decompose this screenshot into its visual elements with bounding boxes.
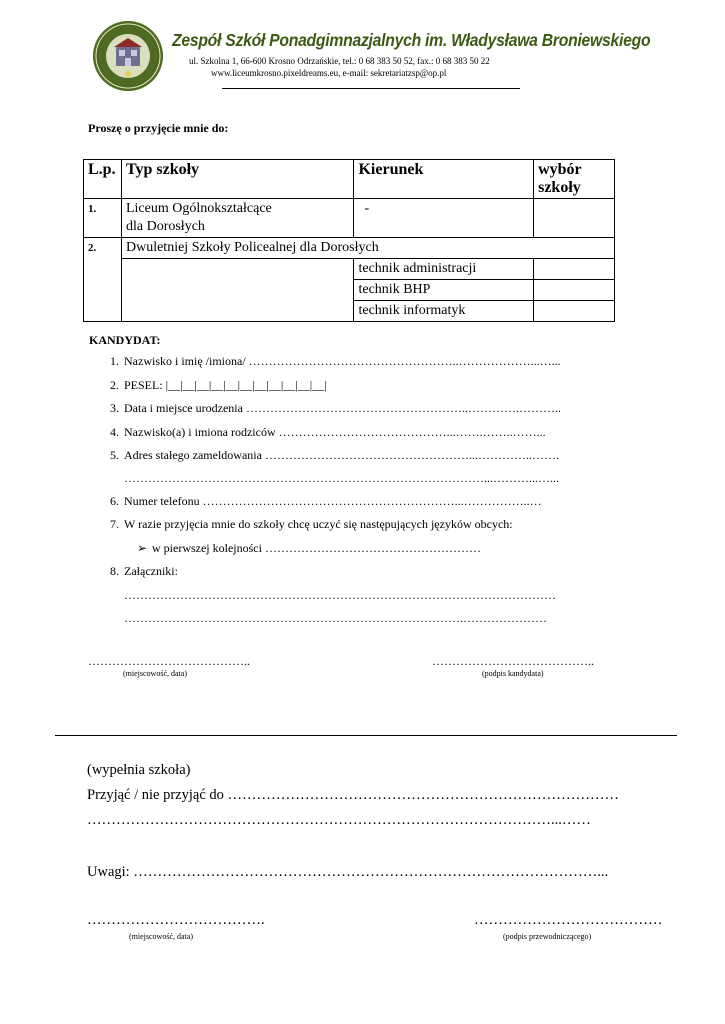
header-choice: wybór szkoły: [534, 160, 615, 199]
candidate-signature-caption: (podpis kandydata): [482, 669, 544, 678]
school-address: ul. Szkolna 1, 66-600 Krosno Odrzańskie, tel.: 0 68 383 50 52, fax.: 0 68 383 50 22: [189, 56, 490, 66]
school-choice-table: [83, 159, 615, 322]
field-label: Nazwisko(a) i imiona rodziców ……………………………………...…….……..……...: [124, 425, 546, 439]
field-label: w pierwszej kolejności ………………………………………………: [152, 541, 481, 555]
field-label: Data i miejsce urodzenia ………………………………………………..………….………..: [124, 401, 561, 415]
choice-cell[interactable]: [534, 280, 615, 301]
request-intro: Proszę o przyjęcie mnie do:: [88, 121, 229, 135]
chairman-signature-caption: (podpis przewodniczącego): [503, 932, 592, 941]
place-date-line[interactable]: …………………………………..: [88, 654, 250, 668]
field-number: 4.: [110, 425, 119, 439]
school-type-cell: [121, 199, 354, 238]
row-number: 2.: [84, 238, 122, 322]
table-row: [84, 259, 615, 280]
header-direction: Kierunek: [354, 160, 534, 199]
direction-cell: technik BHP: [354, 280, 534, 301]
field-label: Nazwisko i imię /imiona/ ……………………………………………..………………...…...: [124, 354, 561, 368]
place-date-caption: (miejscowość, data): [123, 669, 187, 678]
candidate-heading: KANDYDAT:: [89, 333, 161, 347]
choice-cell[interactable]: [534, 301, 615, 322]
field-number: 3.: [110, 401, 119, 415]
school-place-date-caption: (miejscowość, data): [129, 932, 193, 941]
accept-field-continuation[interactable]: ……………………………………………………………………………………...……: [87, 812, 591, 828]
field-number: 6.: [110, 494, 119, 508]
header-divider: [222, 88, 520, 89]
field-number: 2.: [110, 378, 119, 392]
header-lp: L.p.: [84, 160, 122, 199]
school-contact: www.liceumkrosno.pixeldreams.eu, e-mail: sekretariatzsp@op.pl: [211, 68, 447, 78]
field-label: Numer telefonu ………………………………………………………...……………..…: [124, 494, 542, 508]
school-type-line: Liceum Ogólnokształcące: [125, 201, 272, 216]
candidate-signature-line[interactable]: …………………………………..: [432, 654, 594, 668]
choice-cell[interactable]: [534, 199, 615, 238]
table-row: [84, 238, 615, 259]
choice-cell[interactable]: [534, 259, 615, 280]
field-label: W razie przyjęcia mnie do szkoły chcę uczyć się następujących języków obcych:: [124, 517, 513, 531]
direction-cell: -: [354, 199, 534, 238]
section-divider: [55, 735, 677, 736]
field-label: ………………………………………………………………………………………………: [124, 588, 556, 602]
row-number: 1.: [84, 199, 122, 238]
header-school-type: Typ szkoły: [121, 160, 354, 199]
field-label: Załączniki:: [124, 564, 178, 578]
school-section-heading: (wypełnia szkoła): [87, 762, 191, 778]
direction-cell: technik informatyk: [354, 301, 534, 322]
school-type-cell: Dwuletniej Szkoły Policealnej dla Dorosłych: [121, 238, 614, 259]
bullet-arrow-icon: ➢: [136, 541, 147, 555]
table-row: [84, 199, 615, 238]
school-name: Zespół Szkół Ponadgimnazjalnych im. Władysława Broniewskiego: [172, 30, 651, 50]
school-type-line: dla Dorosłych: [125, 219, 205, 234]
field-number: 5.: [110, 448, 119, 462]
chairman-signature-line[interactable]: …………………………………: [474, 912, 663, 928]
field-label: PESEL: |__|__|__|__|__|__|__|__|__|__|__|: [124, 378, 327, 392]
field-number: 8.: [110, 564, 119, 578]
accept-field[interactable]: Przyjąć / nie przyjąć do ………………………………………………………………………: [87, 787, 620, 803]
field-number: 1.: [110, 354, 119, 368]
school-place-date-line[interactable]: ……………………………….: [87, 912, 265, 928]
direction-cell: technik administracji: [354, 259, 534, 280]
school-emblem-logo: [92, 20, 164, 92]
field-label: Adres stałego zameldowania ……………………………………………...…………..…….: [124, 448, 559, 462]
empty-cell: [121, 259, 354, 322]
field-label: ………………………………………………………………………….…………………: [124, 611, 547, 625]
field-label: ………………………………………………………………………………...………...…...: [124, 471, 559, 485]
remarks-field[interactable]: Uwagi: ……………………………………………………………………………………...: [87, 864, 609, 880]
field-number: 7.: [110, 517, 119, 531]
table-header-row: [84, 160, 615, 199]
